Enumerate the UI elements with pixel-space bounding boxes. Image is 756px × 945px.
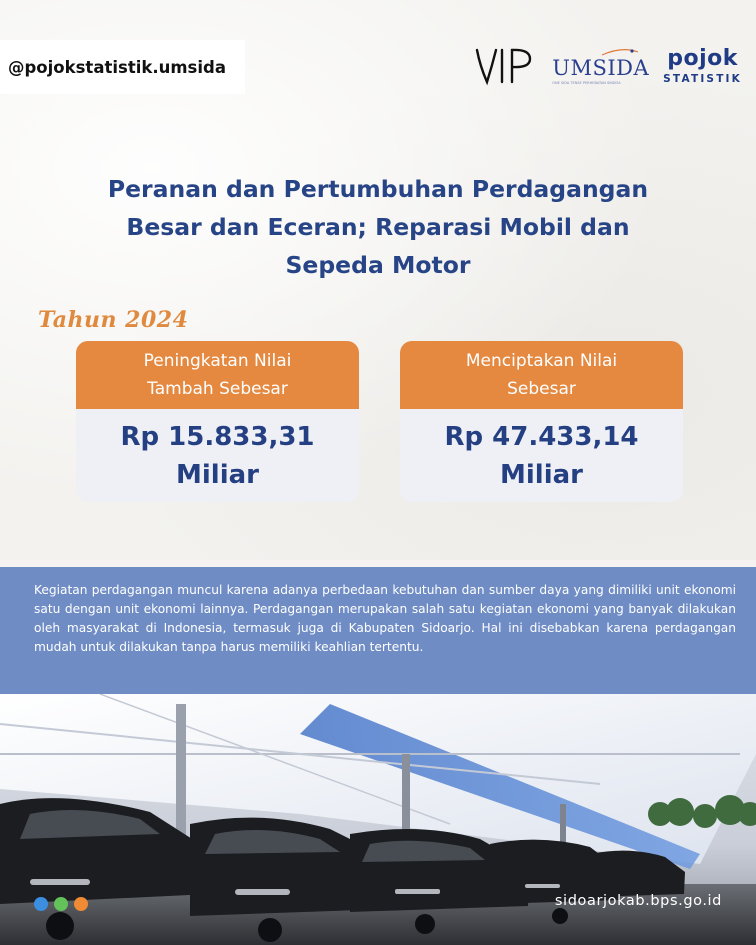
total-value-card-header xyxy=(400,341,683,409)
brand-dots xyxy=(34,897,88,911)
value-added-card-body xyxy=(76,409,359,502)
value-added-card-header xyxy=(76,341,359,409)
blue-dot-icon xyxy=(34,897,48,911)
total-value-card-body xyxy=(400,409,683,502)
pojok-logo-word: pojok xyxy=(667,45,738,71)
title-line-3: Sepeda Motor xyxy=(285,251,471,279)
description-text: Kegiatan perdagangan muncul karena adanya perbedaan kebutuhan dan sumber daya yang dimiliki unit ekonomi satu dengan unit ekonomi lainnya. Perdagangan merupakan salah satu kegiatan ekonomi yang banyak dilakukan oleh masyarakat di Indonesia, termasuk juga di Kabupaten Sidoarjo. Hal ini disebabkan karena perdagangan mudah untuk dilakukan tanpa harus memiliki keahlian tertentu. xyxy=(34,583,736,654)
page-title xyxy=(60,170,696,284)
umsida-logo-icon xyxy=(552,48,649,85)
value-added-card xyxy=(76,341,359,502)
total-value-header-line-2: Sebesar xyxy=(507,379,576,399)
umsida-logo-tagline: ONE SIDA TENSE PERHEBATAN SINDOA xyxy=(552,80,621,85)
pojok-statistik-logo-icon xyxy=(663,45,742,85)
value-added-header-line-2: Tambah Sebesar xyxy=(147,379,288,399)
pojok-logo-sub: STATISTIK xyxy=(663,72,742,85)
website-url: sidoarjokab.bps.go.id xyxy=(554,893,722,909)
value-added-header-line-1: Peningkatan Nilai xyxy=(143,351,292,371)
value-added-amount: Rp 15.833,31 xyxy=(120,421,315,452)
total-value-card xyxy=(400,341,683,502)
year-label: Tahun 2024 xyxy=(38,307,189,333)
total-value-unit: Miliar xyxy=(500,459,583,490)
title-line-1: Peranan dan Pertumbuhan Perdagangan xyxy=(107,175,649,203)
orange-dot-icon xyxy=(74,897,88,911)
logo-row xyxy=(472,40,742,92)
green-dot-icon xyxy=(54,897,68,911)
total-value-amount: Rp 47.433,14 xyxy=(444,421,639,452)
umsida-logo-text: UMSIDA xyxy=(552,55,650,80)
value-added-unit: Miliar xyxy=(176,459,259,490)
total-value-header-line-1: Menciptakan Nilai xyxy=(465,351,618,371)
vip-logo-icon xyxy=(472,44,538,88)
instagram-handle: @pojokstatistik.umsida xyxy=(0,40,245,94)
umsida-swoosh-icon xyxy=(552,48,638,56)
title-line-2: Besar dan Eceran; Reparasi Mobil dan xyxy=(126,213,630,241)
description-panel xyxy=(0,567,756,694)
